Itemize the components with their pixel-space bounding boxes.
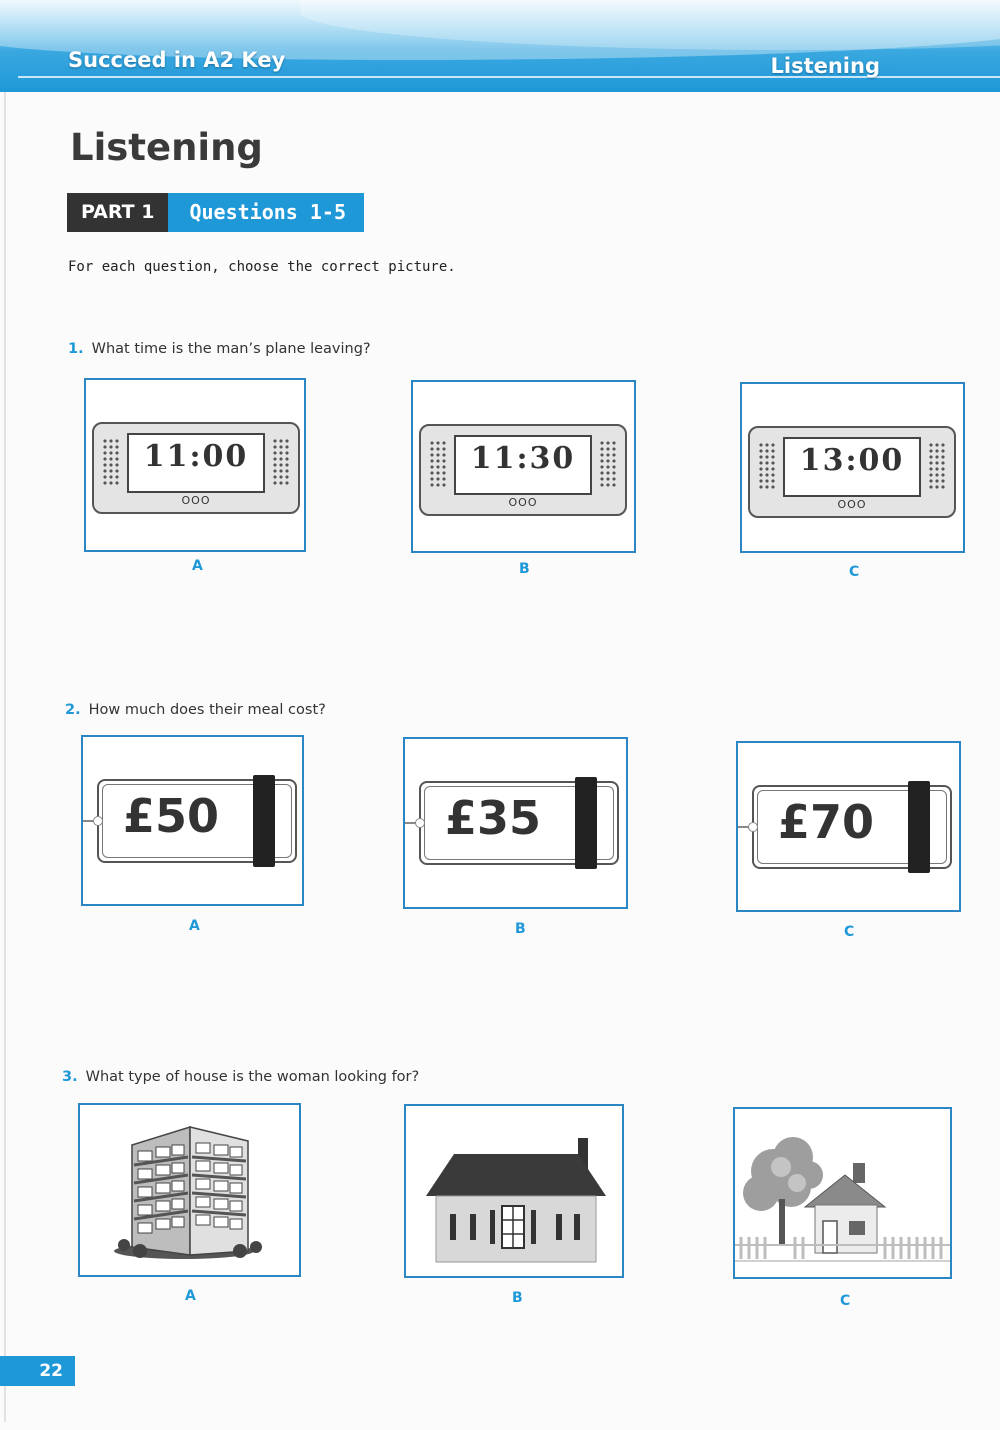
speaker-grille: [102, 438, 120, 486]
tag-clip: [908, 781, 930, 873]
page-title: Listening: [70, 126, 263, 169]
question-number: 2.: [65, 702, 81, 718]
option-letter: C: [849, 564, 860, 580]
speaker-grille: [599, 440, 617, 488]
clock-buttons: OOO: [508, 496, 538, 509]
price-label: £70: [778, 795, 875, 849]
tag-clip: [253, 775, 275, 867]
option-1a[interactable]: [84, 378, 306, 552]
clock-display-icon: [748, 426, 956, 518]
clock-display-icon: [419, 424, 627, 516]
question-number: 3.: [62, 1069, 78, 1085]
option-3b[interactable]: [404, 1104, 624, 1278]
option-letter: A: [192, 558, 203, 574]
price-tag-icon: [752, 785, 952, 869]
cottage-with-tree-icon: [735, 1109, 950, 1277]
option-1b[interactable]: [411, 380, 636, 553]
option-2a[interactable]: [81, 735, 304, 906]
page-header-banner: [0, 0, 1000, 92]
option-letter: B: [519, 561, 530, 577]
tag-hole: [748, 822, 758, 832]
option-1c[interactable]: [740, 382, 965, 553]
question-1: [68, 341, 371, 357]
part-heading: [67, 193, 364, 232]
clock-screen: [454, 435, 592, 495]
option-3c[interactable]: [733, 1107, 952, 1279]
clock-screen: [783, 437, 921, 497]
tag-hole: [93, 816, 103, 826]
page-edge: [4, 92, 6, 1422]
speaker-grille: [758, 442, 776, 490]
price-label: £35: [445, 791, 542, 845]
clock-time: 11:00: [143, 439, 249, 474]
part-label: PART 1: [67, 193, 168, 232]
price-tag-icon: [419, 781, 619, 865]
questions-range: Questions 1-5: [168, 193, 364, 232]
page-number: 22: [0, 1356, 75, 1386]
option-2b[interactable]: [403, 737, 628, 909]
speaker-grille: [272, 438, 290, 486]
clock-time: 13:00: [799, 443, 905, 478]
option-2c[interactable]: [736, 741, 961, 912]
option-letter: B: [512, 1290, 523, 1306]
clock-time: 11:30: [470, 441, 576, 476]
option-3a[interactable]: [78, 1103, 301, 1277]
instruction-text: For each question, choose the correct picture.: [68, 259, 456, 275]
section-title: Listening: [770, 54, 880, 78]
price-tag-icon: [97, 779, 297, 863]
speaker-grille: [429, 440, 447, 488]
clock-display-icon: [92, 422, 300, 514]
clock-screen: [127, 433, 265, 493]
tag-hole: [415, 818, 425, 828]
question-text: What time is the man’s plane leaving?: [91, 341, 371, 357]
question-text: How much does their meal cost?: [88, 702, 326, 718]
option-letter: A: [189, 918, 200, 934]
price-label: £50: [123, 789, 220, 843]
option-letter: C: [844, 924, 855, 940]
question-3: [62, 1069, 419, 1085]
option-letter: B: [515, 921, 526, 937]
apartment-building-icon: [80, 1105, 299, 1275]
option-letter: A: [185, 1288, 196, 1304]
question-2: [65, 702, 326, 718]
tag-clip: [575, 777, 597, 869]
question-text: What type of house is the woman looking for?: [85, 1069, 420, 1085]
house-icon: [406, 1106, 622, 1276]
clock-buttons: OOO: [181, 494, 211, 507]
book-title: Succeed in A2 Key: [68, 48, 286, 72]
option-letter: C: [840, 1293, 851, 1309]
clock-buttons: OOO: [837, 498, 867, 511]
speaker-grille: [928, 442, 946, 490]
question-number: 1.: [68, 341, 84, 357]
